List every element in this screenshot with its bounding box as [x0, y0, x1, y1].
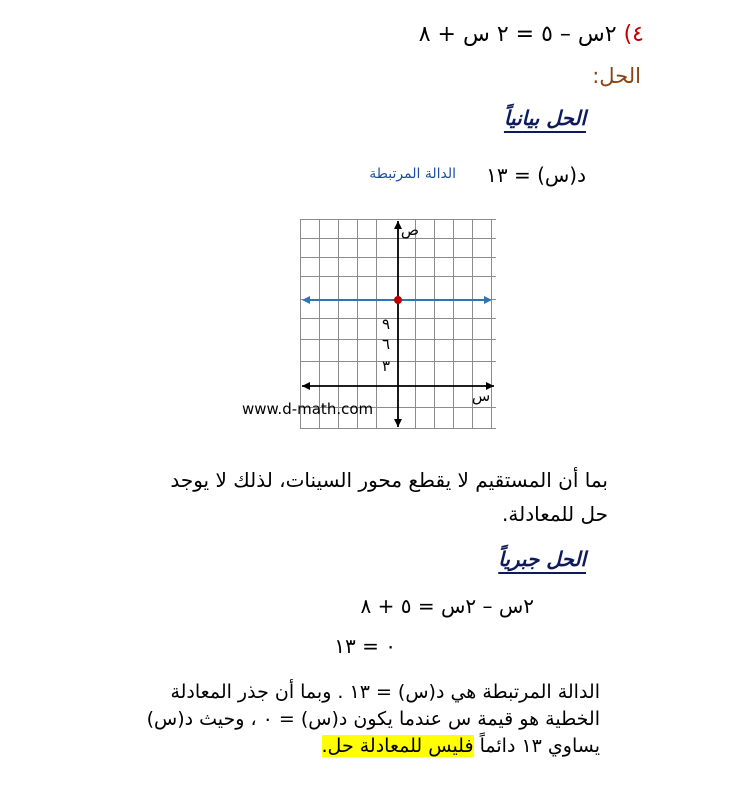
- solution-label: الحل:: [592, 64, 641, 88]
- watermark-url: www.d-math.com: [242, 400, 374, 418]
- y-tick-label: ٣: [381, 357, 391, 375]
- problem-statement: [419, 22, 644, 47]
- final-highlight: فليس للمعادلة حل.: [321, 735, 474, 757]
- y-tick-label: ٦: [381, 335, 391, 353]
- function-line-arrow-right: [484, 296, 492, 304]
- algebra-step-2: ٠ = ١٣: [334, 634, 396, 658]
- x-axis-label: س: [471, 387, 491, 405]
- graphical-heading: الحل بيانياً: [503, 106, 586, 130]
- y-axis-label: ص: [400, 221, 420, 239]
- function-line-arrow-left: [302, 296, 310, 304]
- final-explanation: [120, 679, 600, 760]
- algebra-step-1: ٢س – ٢س = ٥ + ٨: [360, 594, 534, 618]
- related-function: د(س) = ١٣: [486, 163, 586, 187]
- related-function-note: الدالة المرتبطة: [369, 166, 456, 182]
- problem-equation: ٢س – ٥ = ٢ س + ٨: [418, 22, 617, 47]
- y-tick-label: ٩: [381, 315, 391, 333]
- graph-conclusion: بما أن المستقيم لا يقطع محور السينات، لذلك لا يوجد حل للمعادلة.: [170, 468, 608, 526]
- algebraic-heading: الحل جبرياً: [498, 547, 586, 571]
- y-axis-arrow-down: [394, 419, 402, 427]
- final-text: الدالة المرتبطة هي د(س) = ١٣ . وبما أن جذر المعادلة الخطية هو قيمة س عندما يكون د(س) = ٠ ، وحيث د(س) يساوي ١٣ دائماً: [146, 681, 600, 757]
- y-intercept-point: [394, 296, 402, 304]
- function-graph: [300, 219, 496, 429]
- x-axis-arrow-left: [302, 382, 310, 390]
- problem-number: ٤): [623, 22, 644, 47]
